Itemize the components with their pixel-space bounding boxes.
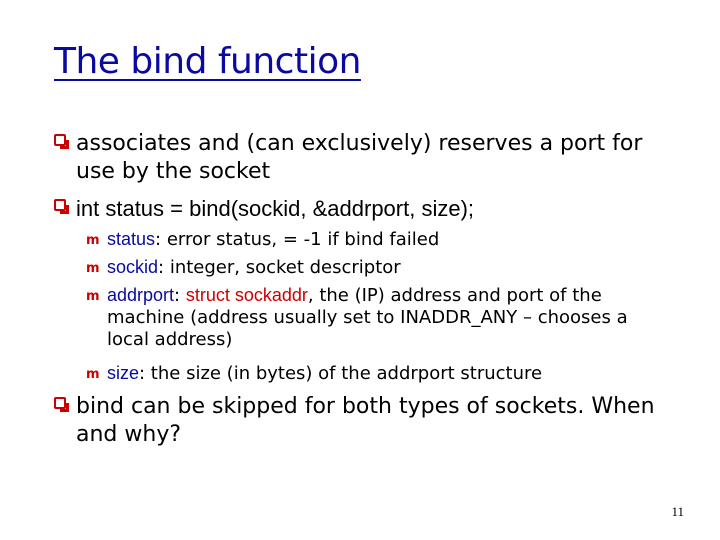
bullet-item (54, 195, 674, 223)
bullet-text: bind can be skipped for both types of sockets. When and why? (76, 394, 655, 447)
sub-bullet-desc: , the (IP) address and port of the machine (address usually set to INADDR_ANY – chooses a local address) (107, 285, 628, 350)
sub-bullet-text (107, 284, 656, 351)
sub-bullet-item (86, 228, 656, 251)
sub-bullet-item (86, 362, 656, 385)
sub-bullet-text (107, 256, 656, 279)
sub-bullet-text (107, 228, 656, 251)
sub-bullet-desc: : the size (in bytes) of the addrport structure (139, 363, 543, 384)
sub-bullet-sep: : (174, 285, 186, 306)
m-bullet-icon: m (86, 367, 100, 382)
sub-bullet-term: size (107, 363, 140, 383)
m-bullet-icon: m (86, 289, 100, 304)
sub-bullet-desc: : error status, = -1 if bind failed (155, 229, 440, 250)
sub-bullet-term: addrport (107, 285, 175, 305)
sub-bullet-item (86, 256, 656, 279)
sub-bullet-text (107, 362, 656, 385)
m-bullet-icon: m (86, 233, 100, 248)
sub-bullet-item (86, 284, 656, 351)
bullet-item (54, 130, 674, 186)
bullet-text: int status = bind(sockid, &addrport, size); (76, 196, 475, 221)
page-number: 11 (671, 504, 684, 519)
slide-title: The bind function (54, 41, 361, 82)
square-bullet-icon (54, 199, 66, 211)
square-bullet-icon (54, 397, 66, 409)
sub-bullet-term: sockid (107, 257, 159, 277)
sub-bullet-term: status (107, 229, 156, 249)
bullet-item (54, 393, 674, 449)
sub-bullet-desc: : integer, socket descriptor (158, 257, 401, 278)
sub-bullet-highlight: struct sockaddr (185, 285, 308, 305)
square-bullet-icon (54, 134, 66, 146)
m-bullet-icon: m (86, 261, 100, 276)
bullet-text: associates and (can exclusively) reserves a port for use by the socket (76, 131, 643, 184)
